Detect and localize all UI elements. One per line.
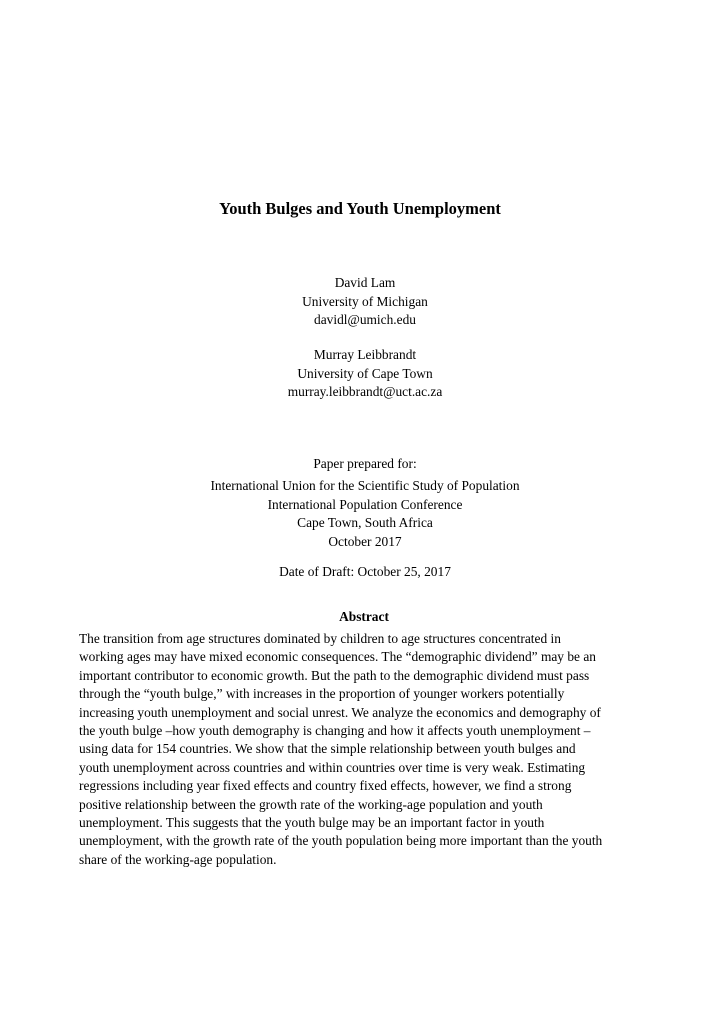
- author-affiliation: University of Cape Town: [297, 365, 433, 381]
- abstract-line: regressions including year fixed effects and country fixed effects, however, we find a strong: [79, 778, 572, 794]
- author-email: murray.leibbrandt@uct.ac.za: [287, 384, 443, 399]
- abstract-line: through the “youth bulge,” with increases in the proportion of younger workers potentially: [79, 686, 565, 702]
- abstract-line: share of the working-age population.: [79, 851, 277, 867]
- author-affiliation: University of Michigan: [302, 293, 428, 309]
- paper-title: Youth Bulges and Youth Unemployment: [219, 199, 501, 218]
- abstract-body: [79, 630, 659, 869]
- venue-date: October 2017: [328, 533, 402, 549]
- abstract-line: unemployment, with the growth rate of the youth population being more important than the youth: [79, 833, 603, 849]
- venue-location: Cape Town, South Africa: [297, 515, 433, 530]
- author-name: Murray Leibbrandt: [313, 347, 417, 362]
- draft-date-text: Date of Draft: October 25, 2017: [279, 564, 451, 579]
- abstract-line: youth unemployment across countries and within countries over time is very weak. Estimating: [79, 759, 586, 775]
- author-block-2: [0, 346, 720, 402]
- abstract-line: unemployment. This suggests that the youth bulge may be an important factor in youth: [79, 815, 545, 831]
- abstract-line: The transition from age structures dominated by children to age structures concentrated in: [79, 631, 561, 646]
- abstract-line: positive relationship between the growth rate of the working-age population and youth: [79, 796, 543, 812]
- author-name: David Lam: [334, 275, 396, 290]
- venue-organization: International Union for the Scientific Study of Population: [210, 478, 520, 493]
- venue-block: [0, 477, 720, 551]
- venue-conference: International Population Conference: [267, 496, 463, 512]
- author-block-1: [0, 274, 720, 330]
- prepared-for: [0, 455, 720, 474]
- abstract-line: the youth bulge –how youth demography is changing and how it affects youth unemployment –: [79, 723, 591, 739]
- author-email: davidl@umich.edu: [314, 312, 416, 327]
- prepared-for-label: Paper prepared for:: [313, 456, 417, 471]
- abstract-line: working ages may have mixed economic consequences. The “demographic dividend” may be an: [79, 649, 596, 665]
- abstract-line: important contributor to economic growth. But the path to the demographic dividend must pass: [79, 667, 590, 683]
- abstract-line: using data for 154 countries. We show that the simple relationship between youth bulges and: [79, 741, 576, 757]
- draft-date: [0, 563, 720, 582]
- abstract-line: increasing youth unemployment and social unrest. We analyze the economics and demography of: [79, 704, 601, 720]
- abstract-heading: Abstract: [339, 609, 389, 624]
